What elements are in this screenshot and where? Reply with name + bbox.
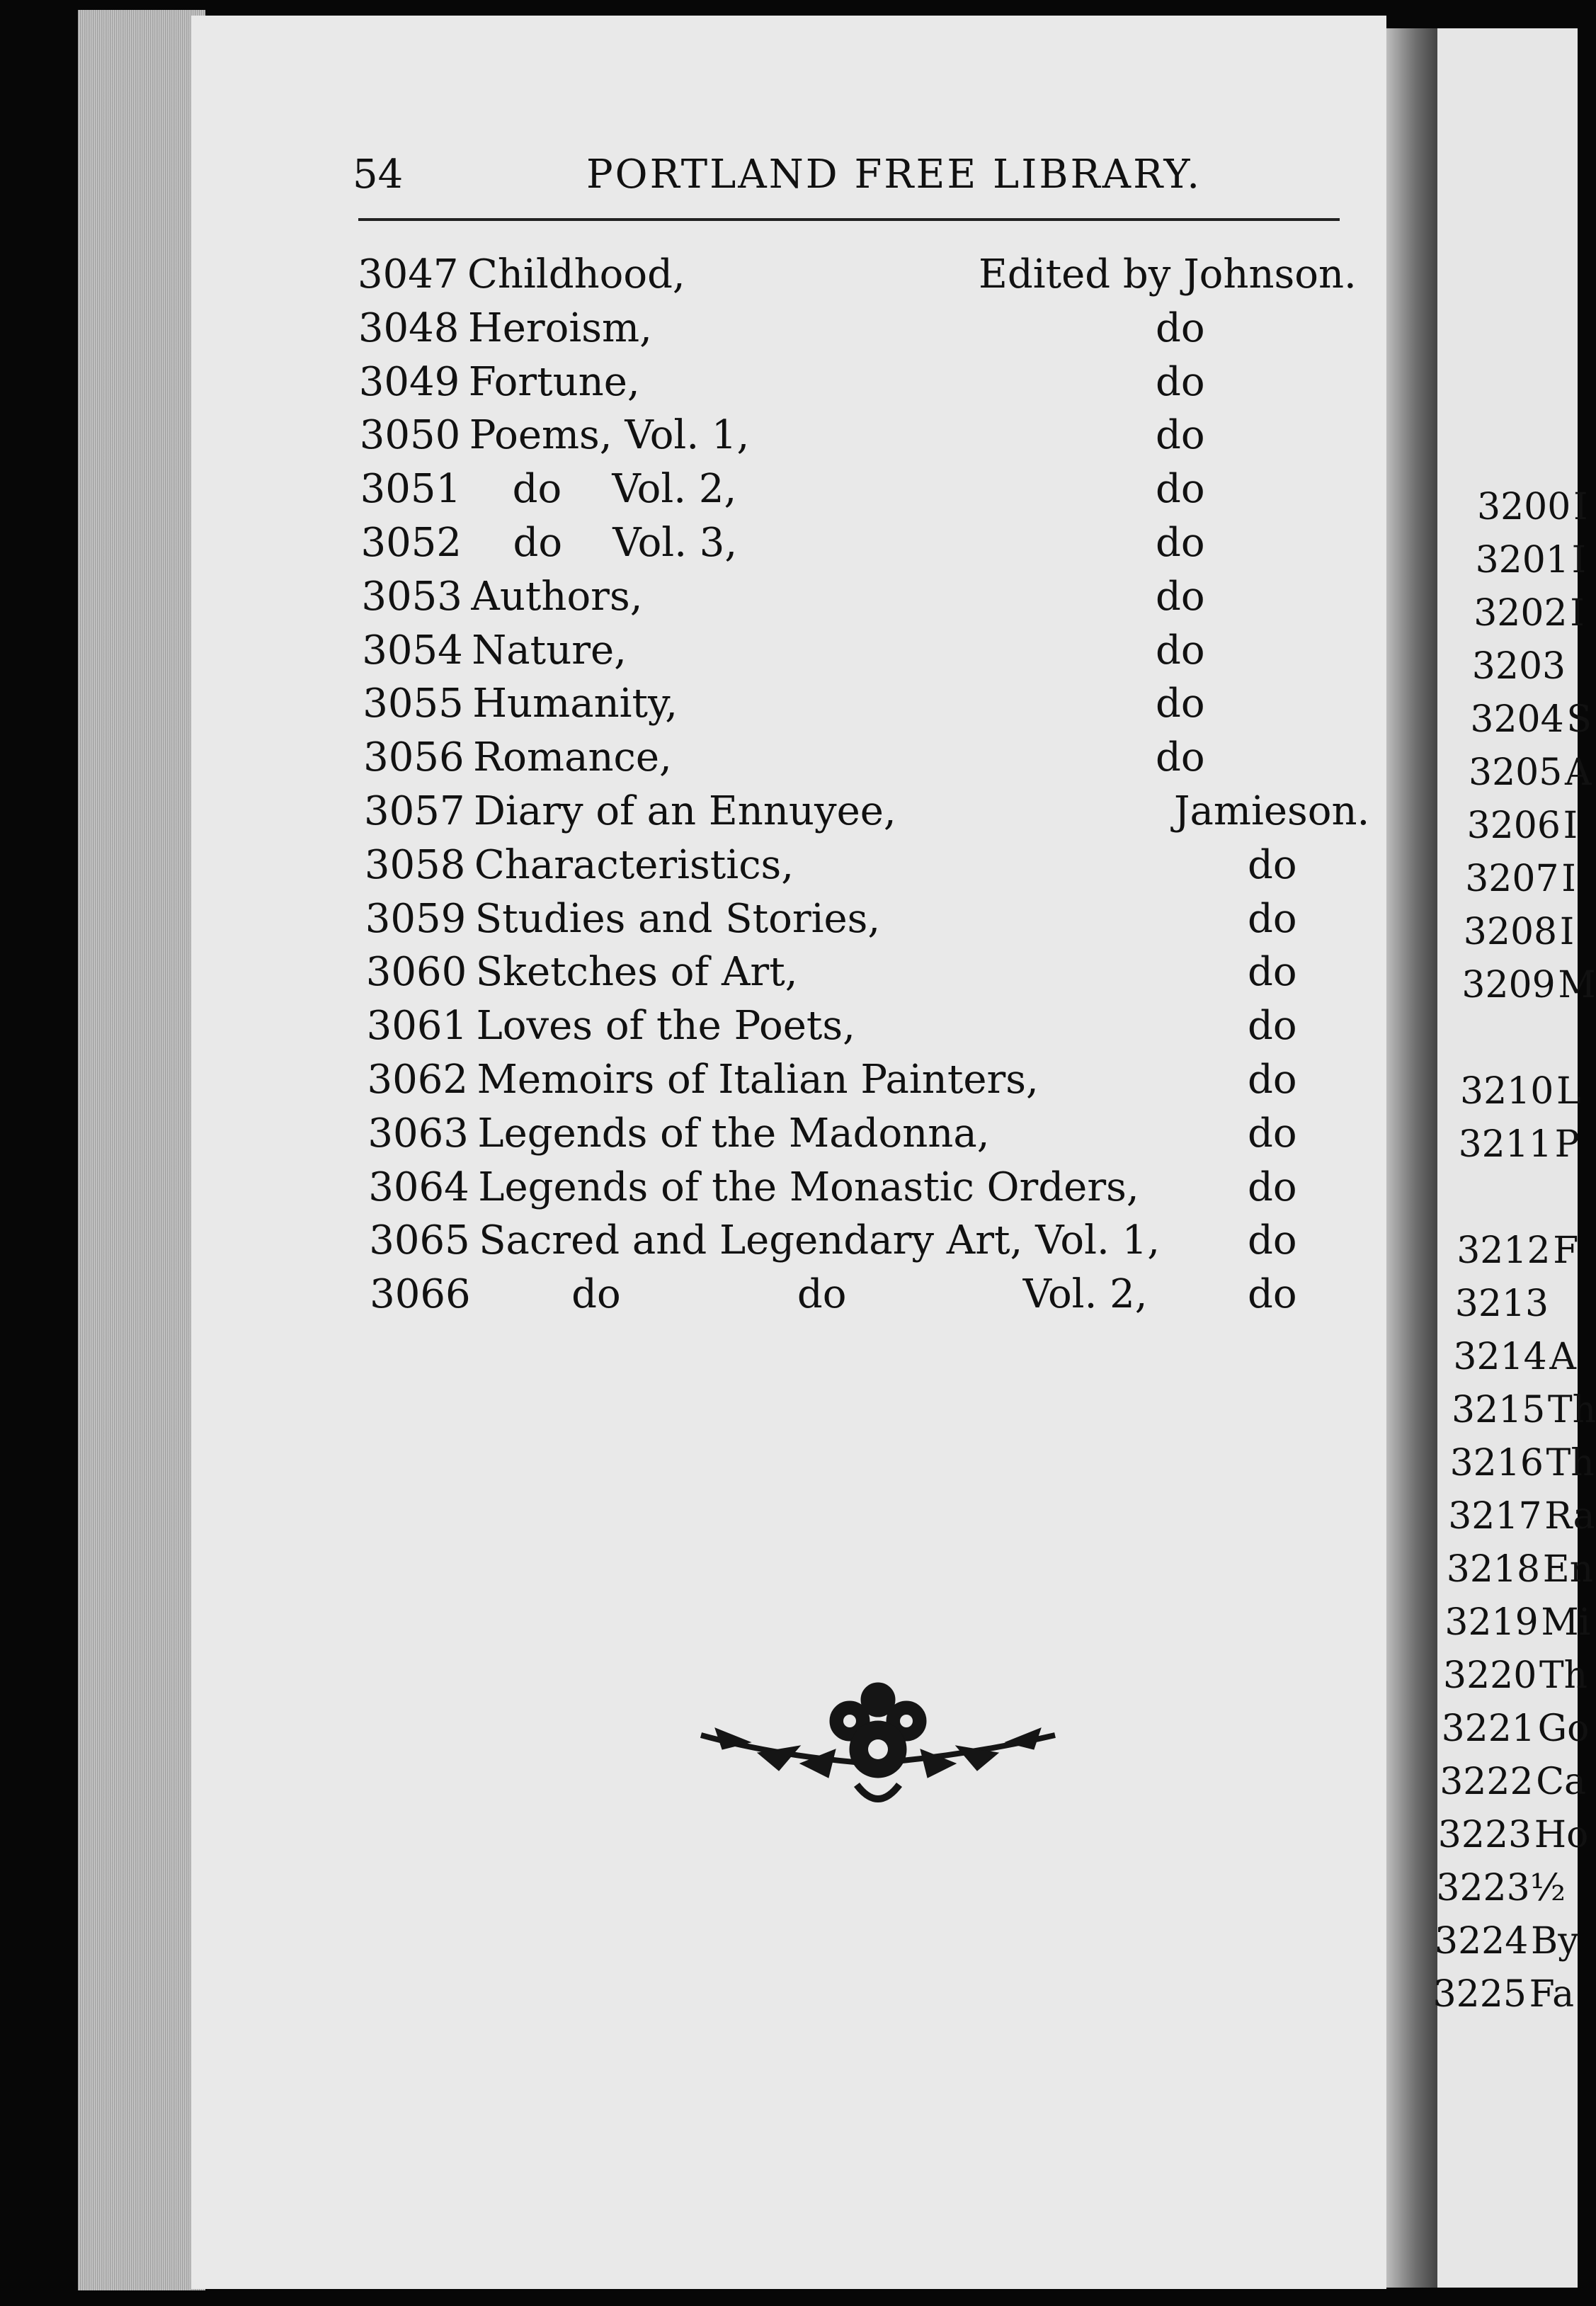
entry-author: do [1248, 1057, 1297, 1103]
entry-number: 3066 [370, 1271, 471, 1318]
entry-number: 3050 [359, 412, 461, 459]
entry-title: do Vol. 2, [512, 466, 737, 513]
entry-title: Legends of the Monastic Orders, [478, 1164, 1139, 1210]
entry-author: do [1248, 841, 1297, 888]
entry-author: do [1156, 305, 1205, 351]
right-entry-number: 3217 [1448, 1495, 1542, 1538]
entry-title: do do Vol. 2, [571, 1271, 1148, 1318]
entry-title: Poems, Vol. 1, [469, 412, 750, 459]
right-entry-fragment: L [1556, 1070, 1581, 1113]
right-entry-number: 3223 [1437, 1814, 1532, 1856]
entry-title: Romance, [473, 734, 672, 781]
right-entry-fragment: Mi [1541, 1601, 1591, 1644]
entry-author: do [1156, 734, 1205, 781]
right-entry-number: 3204 [1470, 698, 1564, 741]
page-number: 54 [353, 152, 404, 198]
entry-title: Authors, [471, 573, 643, 620]
entry-title: Diary of an Ennuyee, [474, 788, 896, 834]
right-entry-number: 3207 [1465, 858, 1559, 900]
right-entry-number: 3216 [1449, 1442, 1544, 1484]
right-entry-number: 3224 [1435, 1920, 1529, 1963]
right-entry-fragment: M [1558, 964, 1596, 1006]
entry-number: 3062 [367, 1057, 469, 1103]
entry-number: 3061 [366, 1003, 468, 1050]
entry-title: Fortune, [468, 358, 640, 405]
right-entry-number: 3221 [1441, 1708, 1535, 1750]
right-entry-number: 3211 [1458, 1123, 1552, 1166]
entry-title: Memoirs of Italian Painters, [477, 1057, 1039, 1103]
entry-number: 3052 [360, 520, 462, 566]
entry-number: 3047 [358, 251, 459, 297]
entry-title: Humanity, [472, 681, 678, 727]
right-entry-number: 3208 [1463, 911, 1558, 953]
entry-author: do [1248, 1271, 1297, 1318]
right-entry-fragment: Go [1537, 1708, 1590, 1750]
right-entry-fragment: I [1561, 858, 1576, 900]
entry-author: do [1156, 627, 1205, 674]
entry-author: do [1248, 1164, 1297, 1210]
entry-number: 3058 [364, 841, 466, 888]
floral-ornament-icon [694, 1679, 1062, 1820]
entry-author: do [1156, 520, 1205, 566]
entry-author: do [1248, 949, 1297, 996]
right-entry-number: 3203 [1471, 645, 1566, 688]
entry-author: do [1248, 1003, 1297, 1050]
entry-title: Studies and Stories, [474, 895, 881, 942]
right-entry-number: 3218 [1446, 1548, 1541, 1591]
right-entry-number: 3206 [1466, 805, 1561, 847]
entry-author: do [1156, 573, 1205, 620]
right-entry-number: 3201 [1475, 539, 1569, 581]
right-entry-fragment: I [1563, 805, 1578, 847]
right-entry-number: 3200 [1477, 486, 1571, 528]
entry-number: 3059 [365, 895, 467, 942]
entry-number: 3063 [367, 1110, 469, 1157]
right-entry-fragment: Th [1548, 1389, 1596, 1431]
right-entry-number: 3205 [1469, 751, 1563, 794]
right-entry-fragment: I [1573, 486, 1588, 528]
right-entry-fragment: Ra [1544, 1495, 1595, 1538]
entry-author: do [1156, 358, 1205, 405]
right-entry-fragment: I [1570, 592, 1585, 635]
entry-number: 3060 [365, 949, 467, 996]
entry-author: do [1156, 466, 1205, 513]
entry-number: 3048 [358, 305, 460, 351]
right-entry-number: 3202 [1474, 592, 1568, 635]
entry-title: Childhood, [467, 251, 685, 297]
right-entry-fragment: I [1559, 911, 1575, 953]
right-entry-number: 3212 [1457, 1229, 1551, 1272]
page-edges [78, 10, 205, 2290]
entry-author: Edited by Johnson. [979, 251, 1357, 297]
right-entry-number: 3210 [1460, 1070, 1554, 1113]
right-entry-fragment: A [1549, 1336, 1576, 1378]
header-rule [358, 218, 1340, 221]
right-entry-number: 3219 [1444, 1601, 1539, 1644]
entry-author: do [1156, 681, 1205, 727]
entry-number: 3051 [360, 466, 462, 513]
right-entry-fragment: En [1542, 1548, 1594, 1591]
entry-title: Heroism, [467, 305, 652, 351]
entry-number: 3064 [368, 1164, 469, 1210]
right-entry-number: 3214 [1453, 1336, 1547, 1378]
right-entry-fragment: Ho [1534, 1814, 1589, 1856]
entry-number: 3065 [369, 1217, 470, 1264]
entry-title: Sacred and Legendary Art, Vol. 1, [479, 1217, 1161, 1264]
right-entry-fragment: F [1553, 1229, 1579, 1272]
running-title: PORTLAND FREE LIBRARY. [586, 152, 1202, 198]
entry-author: Jamieson. [1174, 788, 1370, 834]
right-entry-fragment: Th [1539, 1654, 1588, 1697]
right-entry-fragment: Th [1546, 1442, 1595, 1484]
right-entry-number: 3222 [1440, 1761, 1534, 1803]
entry-title: Legends of the Madonna, [477, 1110, 990, 1157]
right-entry-fragment: P [1554, 1123, 1580, 1166]
right-entry-number: 3220 [1443, 1654, 1537, 1697]
entry-author: do [1248, 895, 1297, 942]
entry-title: Characteristics, [474, 841, 794, 888]
right-entry-fragment: Ca [1536, 1761, 1586, 1803]
right-entry-number: 3215 [1452, 1389, 1546, 1431]
right-entry-fragment: By [1531, 1920, 1579, 1963]
entry-number: 3057 [364, 788, 465, 834]
entry-number: 3049 [358, 358, 460, 405]
right-entry-fragment: I [1571, 539, 1587, 581]
entry-number: 3053 [361, 573, 462, 620]
right-entry-number: 3225 [1432, 1973, 1527, 2016]
right-entry-fragment: A [1565, 751, 1592, 794]
entry-title: Loves of the Poets, [476, 1003, 855, 1050]
right-entry-fragment: Fa [1529, 1973, 1575, 2016]
right-entry-number: 3209 [1461, 964, 1556, 1006]
entry-number: 3054 [362, 627, 463, 674]
right-entry-number: 3223½ [1436, 1867, 1566, 1909]
right-entry-fragment: S [1566, 698, 1592, 741]
entry-title: Nature, [472, 627, 627, 674]
entry-number: 3056 [363, 734, 464, 781]
entry-author: do [1248, 1217, 1297, 1264]
right-entry-number: 3213 [1454, 1283, 1549, 1325]
entry-author: do [1248, 1110, 1297, 1157]
entry-title: Sketches of Art, [475, 949, 798, 996]
entry-author: do [1156, 412, 1205, 459]
entry-title: do Vol. 3, [513, 520, 738, 566]
entry-number: 3055 [363, 681, 464, 727]
